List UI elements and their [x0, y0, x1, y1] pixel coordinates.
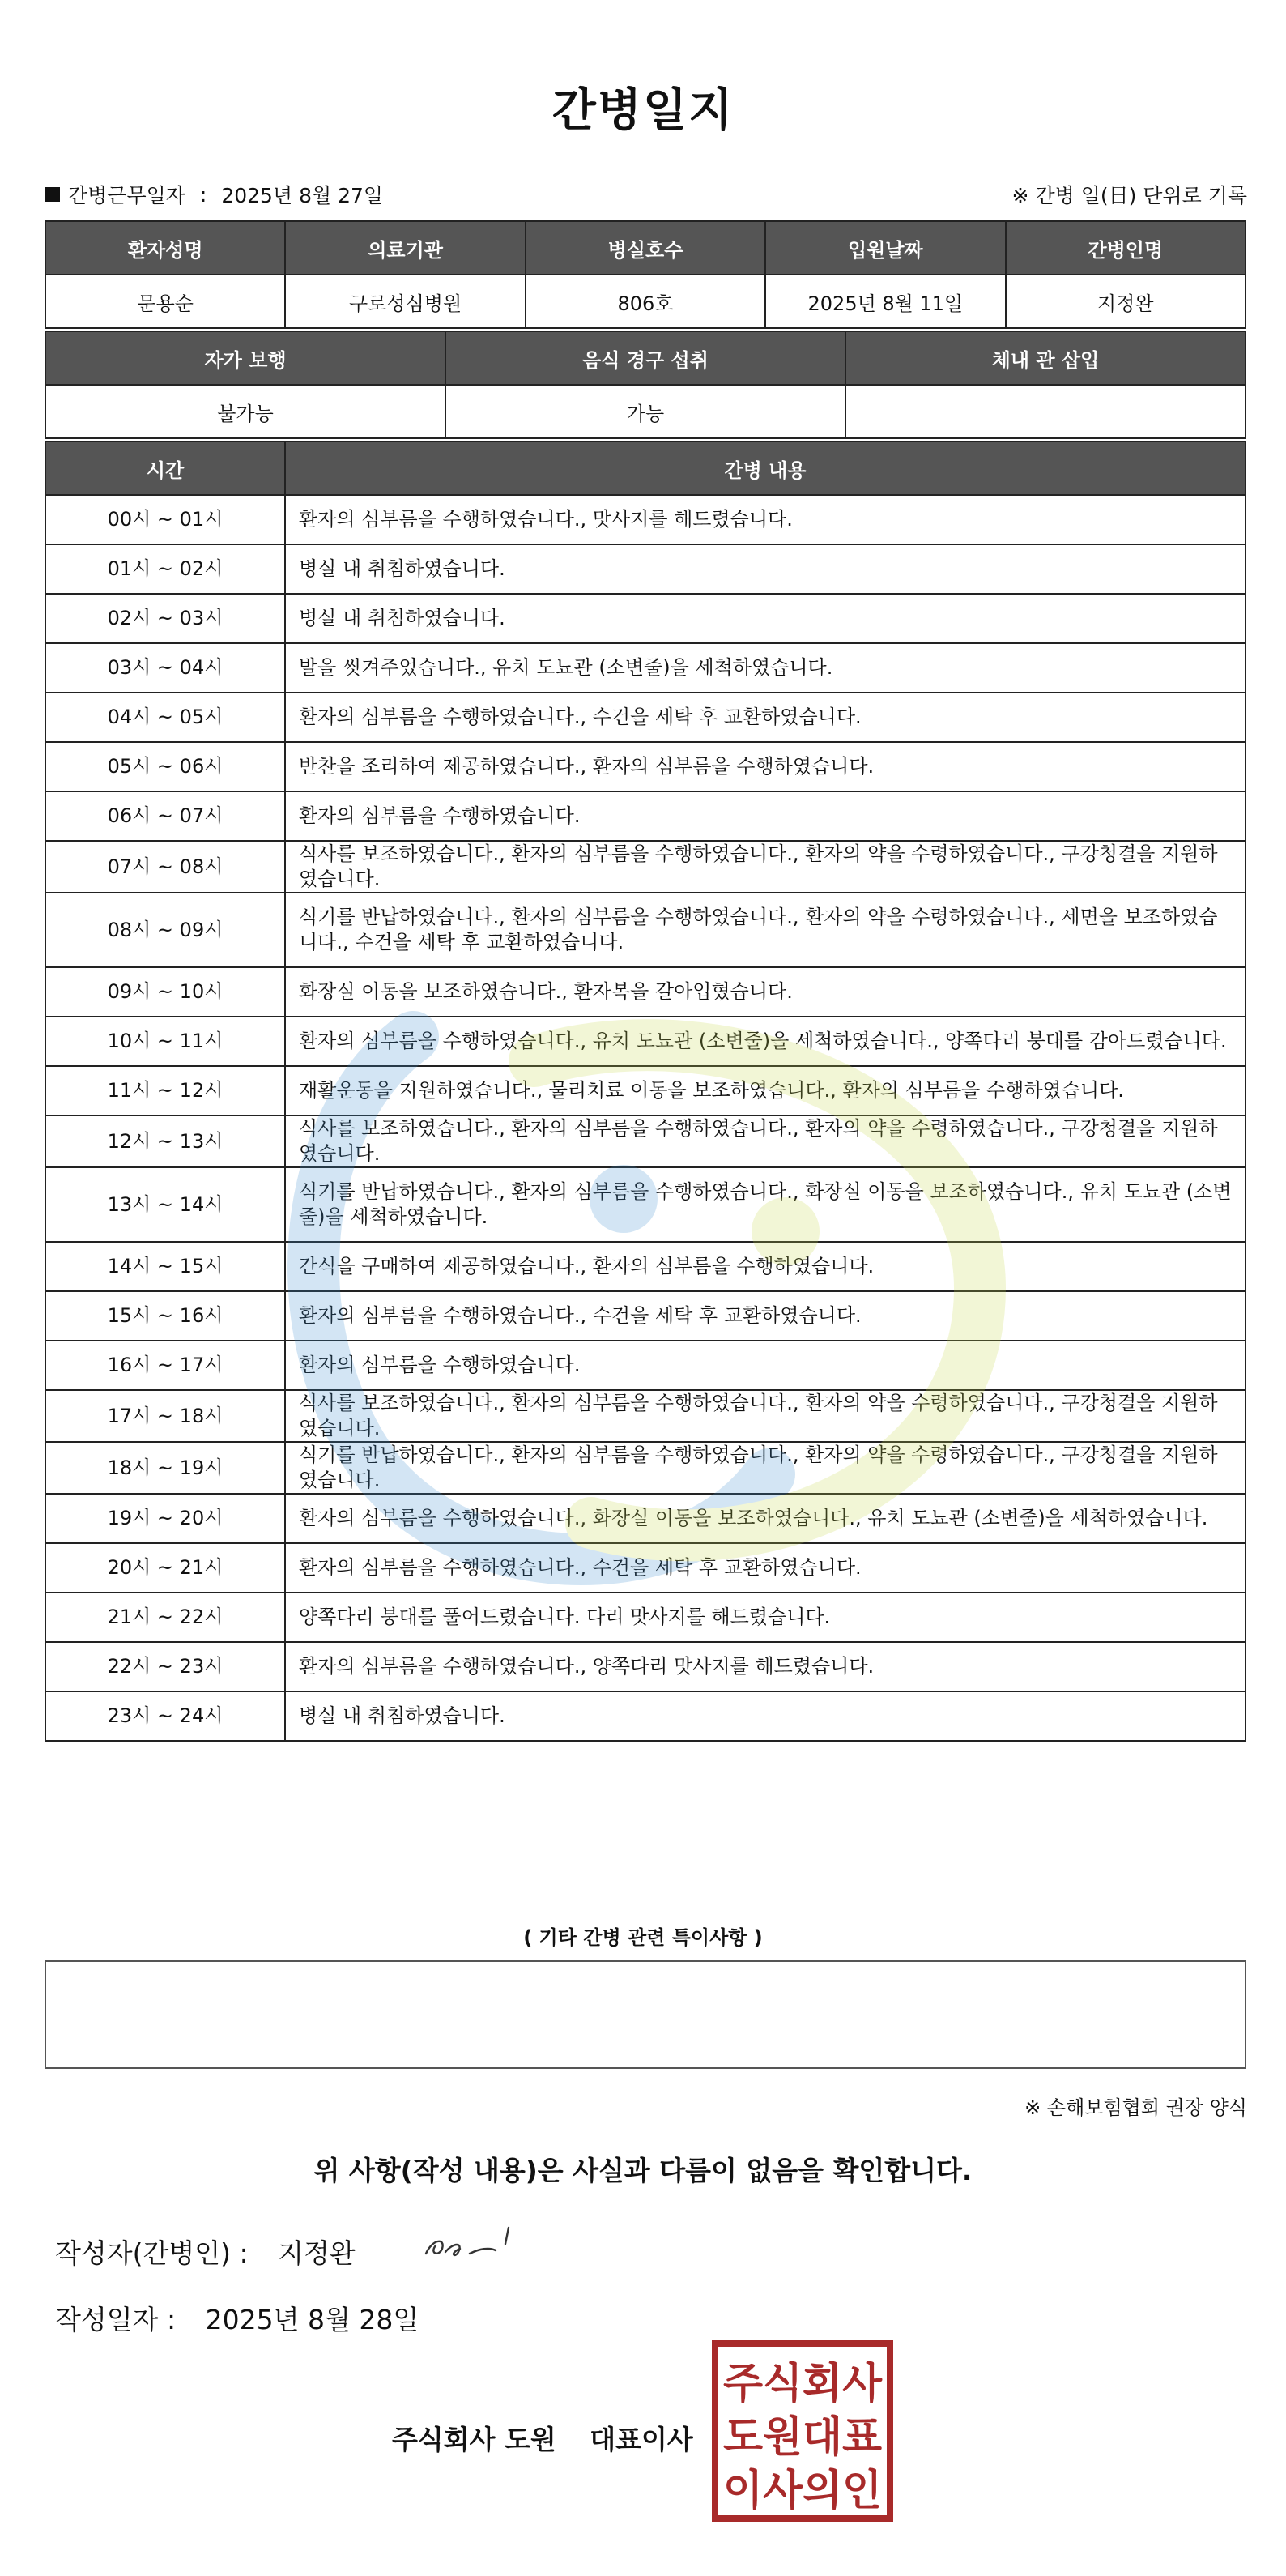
log-time: 08시 ~ 09시	[45, 893, 285, 967]
header-room: 병실호수	[526, 221, 765, 275]
log-row	[45, 1442, 1246, 1494]
patient-name: 문용순	[45, 275, 285, 328]
log-row	[45, 1291, 1246, 1341]
work-date-line	[45, 180, 383, 209]
log-content: 식기를 반납하였습니다., 환자의 심부름을 수행하였습니다., 화장실 이동을 보조하였습니다., 유치 도뇨관 (소변줄)을 세척하였습니다.	[285, 1167, 1246, 1242]
log-content: 환자의 심부름을 수행하였습니다., 수건을 세탁 후 교환하였습니다.	[285, 1543, 1246, 1593]
log-content: 환자의 심부름을 수행하였습니다.	[285, 791, 1246, 841]
log-row	[45, 1593, 1246, 1642]
representative-title: 대표이사	[590, 2424, 693, 2455]
svg-text:도원대표: 도원대표	[723, 2413, 882, 2462]
log-row	[45, 544, 1246, 594]
log-row	[45, 1642, 1246, 1691]
svg-text:이사의인: 이사의인	[723, 2467, 882, 2515]
hospital-name: 구로성심병원	[285, 275, 525, 328]
handwritten-signature-icon	[421, 2221, 518, 2270]
log-content: 환자의 심부름을 수행하였습니다., 화장실 이동을 보조하였습니다., 유치 도뇨관 (소변줄)을 세척하였습니다.	[285, 1494, 1246, 1543]
hourly-care-log-table	[45, 441, 1246, 1742]
log-content: 식사를 보조하였습니다., 환자의 심부름을 수행하였습니다., 환자의 약을 수령하였습니다., 구강청결을 지원하였습니다.	[285, 1390, 1246, 1442]
log-time: 15시 ~ 16시	[45, 1291, 285, 1341]
author-line	[55, 2233, 356, 2271]
header-time: 시간	[45, 441, 285, 495]
log-row	[45, 1242, 1246, 1291]
log-content: 간식을 구매하여 제공하였습니다., 환자의 심부름을 수행하였습니다.	[285, 1242, 1246, 1291]
log-time: 03시 ~ 04시	[45, 643, 285, 693]
log-time: 22시 ~ 23시	[45, 1642, 285, 1691]
log-row	[45, 1115, 1246, 1167]
document-title: 간병일지	[551, 84, 735, 137]
unit-note: ※ 간병 일(日) 단위로 기록	[1011, 184, 1247, 207]
written-date-label: 작성일자 :	[55, 2304, 177, 2335]
log-header-row	[45, 441, 1246, 495]
header-tube-insertion: 체내 관 삽입	[845, 331, 1246, 385]
special-notes-content	[46, 1962, 1245, 1981]
author-label: 작성자(간병인) :	[55, 2237, 249, 2269]
log-content: 화장실 이동을 보조하였습니다., 환자복을 갈아입혔습니다.	[285, 967, 1246, 1017]
admission-date: 2025년 8월 11일	[765, 275, 1005, 328]
log-row	[45, 1494, 1246, 1543]
header-self-walking: 자가 보행	[45, 331, 445, 385]
work-date-value: 2025년 8월 27일	[221, 184, 384, 207]
patient-status-table	[45, 331, 1246, 439]
log-time: 11시 ~ 12시	[45, 1066, 285, 1115]
log-content: 환자의 심부름을 수행하였습니다., 유치 도뇨관 (소변줄)을 세척하였습니다., 양쪽다리 붕대를 감아드렸습니다.	[285, 1017, 1246, 1066]
log-content: 반찬을 조리하여 제공하였습니다., 환자의 심부름을 수행하였습니다.	[285, 742, 1246, 791]
log-content: 재활운동을 지원하였습니다., 물리치료 이동을 보조하였습니다., 환자의 심부름을 수행하였습니다.	[285, 1066, 1246, 1115]
log-time: 16시 ~ 17시	[45, 1341, 285, 1390]
work-date-separator: :	[199, 182, 207, 207]
log-row	[45, 594, 1246, 643]
log-row	[45, 1341, 1246, 1390]
log-row	[45, 1017, 1246, 1066]
log-time: 13시 ~ 14시	[45, 1167, 285, 1242]
log-row	[45, 1390, 1246, 1442]
log-row	[45, 841, 1246, 893]
log-time: 04시 ~ 05시	[45, 693, 285, 742]
log-time: 00시 ~ 01시	[45, 495, 285, 544]
log-time: 06시 ~ 07시	[45, 791, 285, 841]
written-date-value: 2025년 8월 28일	[205, 2304, 419, 2335]
bullet-square-icon	[45, 187, 60, 202]
log-row	[45, 643, 1246, 693]
log-time: 18시 ~ 19시	[45, 1442, 285, 1494]
log-content: 환자의 심부름을 수행하였습니다., 수건을 세탁 후 교환하였습니다.	[285, 1291, 1246, 1341]
log-row	[45, 893, 1246, 967]
header-hospital: 의료기관	[285, 221, 525, 275]
special-notes-box	[45, 1960, 1246, 2069]
room-number: 806호	[526, 275, 765, 328]
log-time: 20시 ~ 21시	[45, 1543, 285, 1593]
log-time: 02시 ~ 03시	[45, 594, 285, 643]
status-value-row	[45, 385, 1246, 438]
header-oral-intake: 음식 경구 섭취	[445, 331, 845, 385]
confirmation-statement: 위 사항(작성 내용)은 사실과 다름이 없음을 확인합니다.	[313, 2155, 973, 2186]
log-content: 병실 내 취침하였습니다.	[285, 594, 1246, 643]
patient-info-table	[45, 220, 1246, 329]
company-seal-stamp-icon	[711, 2339, 894, 2523]
log-time: 14시 ~ 15시	[45, 1242, 285, 1291]
log-time: 07시 ~ 08시	[45, 841, 285, 893]
patient-info-header-row	[45, 221, 1246, 275]
log-time: 10시 ~ 11시	[45, 1017, 285, 1066]
form-source-note: ※ 손해보험협회 권장 양식	[1024, 2096, 1247, 2119]
header-admission-date: 입원날짜	[765, 221, 1005, 275]
log-time: 21시 ~ 22시	[45, 1593, 285, 1642]
log-row	[45, 967, 1246, 1017]
oral-intake-value: 가능	[445, 385, 845, 438]
log-time: 09시 ~ 10시	[45, 967, 285, 1017]
patient-info-value-row	[45, 275, 1246, 328]
log-content: 환자의 심부름을 수행하였습니다., 맛사지를 해드렸습니다.	[285, 495, 1246, 544]
log-content: 식사를 보조하였습니다., 환자의 심부름을 수행하였습니다., 환자의 약을 수령하였습니다., 구강청결을 지원하였습니다.	[285, 1115, 1246, 1167]
log-content: 병실 내 취침하였습니다.	[285, 1691, 1246, 1741]
log-time: 17시 ~ 18시	[45, 1390, 285, 1442]
log-time: 05시 ~ 06시	[45, 742, 285, 791]
log-content: 양쪽다리 붕대를 풀어드렸습니다. 다리 맛사지를 해드렸습니다.	[285, 1593, 1246, 1642]
log-time: 01시 ~ 02시	[45, 544, 285, 594]
log-row	[45, 693, 1246, 742]
self-walking-value: 불가능	[45, 385, 445, 438]
log-content: 병실 내 취침하였습니다.	[285, 544, 1246, 594]
author-name: 지정완	[278, 2237, 356, 2269]
log-time: 23시 ~ 24시	[45, 1691, 285, 1741]
log-time: 19시 ~ 20시	[45, 1494, 285, 1543]
log-row	[45, 1691, 1246, 1741]
company-name: 주식회사 도원	[392, 2424, 556, 2455]
caregiver-name: 지정완	[1006, 275, 1246, 328]
tube-insertion-value	[845, 385, 1246, 438]
log-content: 식기를 반납하였습니다., 환자의 심부름을 수행하였습니다., 환자의 약을 수령하였습니다., 세면을 보조하였습니다., 수건을 세탁 후 교환하였습니다.	[285, 893, 1246, 967]
special-notes-heading: ( 기타 간병 관련 특이사항 )	[523, 1926, 763, 1949]
log-row	[45, 1543, 1246, 1593]
written-date-line	[55, 2299, 419, 2337]
log-content: 발을 씻겨주었습니다., 유치 도뇨관 (소변줄)을 세척하였습니다.	[285, 643, 1246, 693]
log-row	[45, 742, 1246, 791]
log-content: 환자의 심부름을 수행하였습니다., 수건을 세탁 후 교환하였습니다.	[285, 693, 1246, 742]
log-body	[45, 495, 1246, 1741]
svg-text:주식회사: 주식회사	[723, 2360, 883, 2408]
log-time: 12시 ~ 13시	[45, 1115, 285, 1167]
company-line	[392, 2419, 693, 2457]
work-date-label: 간병근무일자	[68, 184, 185, 207]
header-patient-name: 환자성명	[45, 221, 285, 275]
log-row	[45, 791, 1246, 841]
log-content: 환자의 심부름을 수행하였습니다., 양쪽다리 맛사지를 해드렸습니다.	[285, 1642, 1246, 1691]
log-content: 식사를 보조하였습니다., 환자의 심부름을 수행하였습니다., 환자의 약을 수령하였습니다., 구강청결을 지원하였습니다.	[285, 841, 1246, 893]
log-content: 식기를 반납하였습니다., 환자의 심부름을 수행하였습니다., 환자의 약을 수령하였습니다., 구강청결을 지원하였습니다.	[285, 1442, 1246, 1494]
header-caregiver: 간병인명	[1006, 221, 1246, 275]
log-content: 환자의 심부름을 수행하였습니다.	[285, 1341, 1246, 1390]
log-row	[45, 1167, 1246, 1242]
header-care-content: 간병 내용	[285, 441, 1246, 495]
status-header-row	[45, 331, 1246, 385]
log-row	[45, 1066, 1246, 1115]
log-row	[45, 495, 1246, 544]
